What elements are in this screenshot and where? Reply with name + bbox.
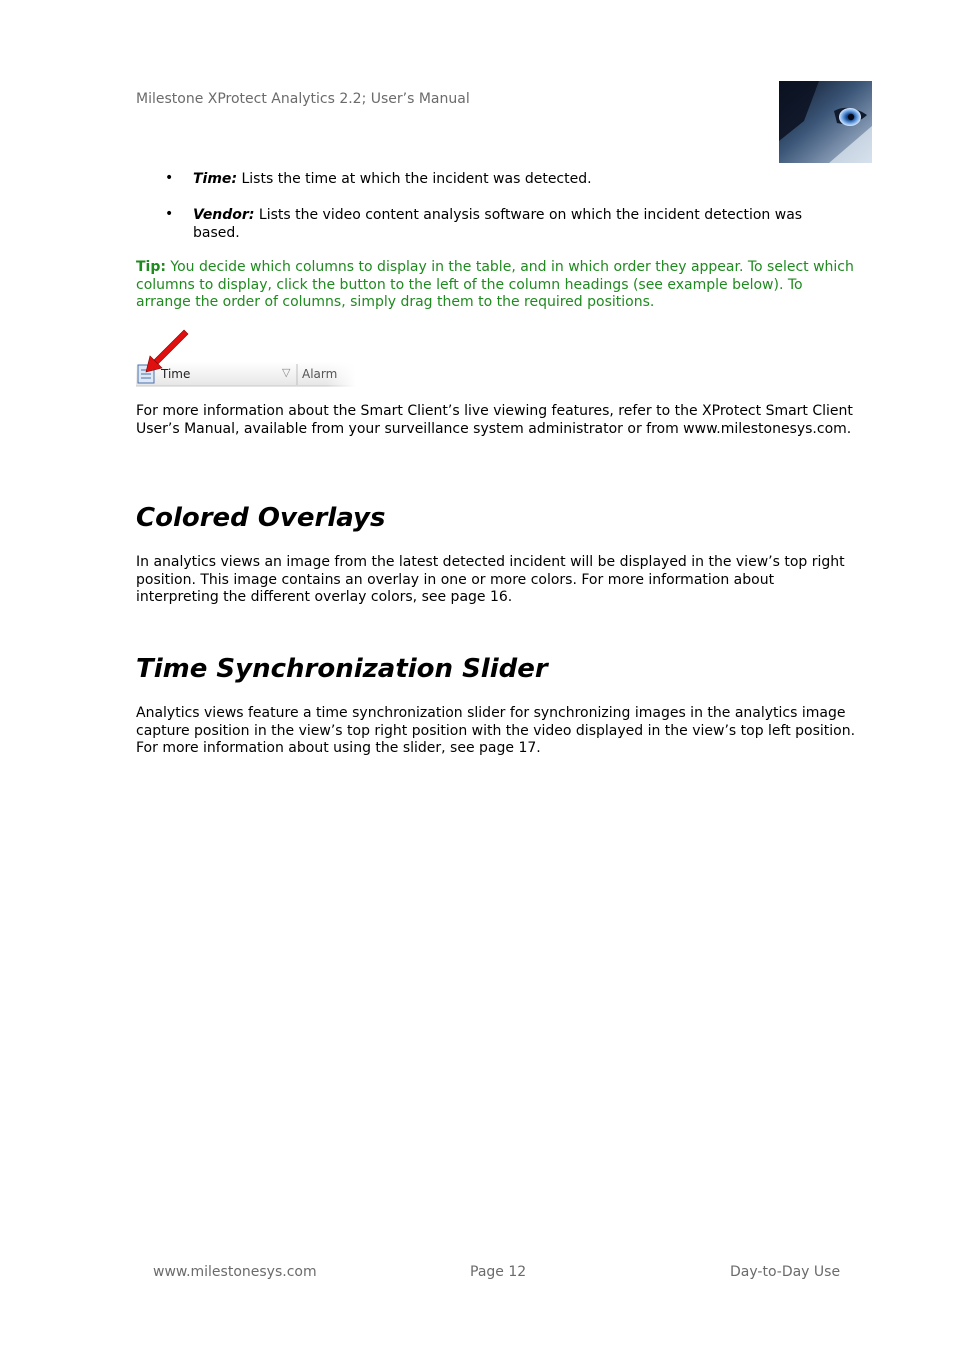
bullet-text: Lists the time at which the incident was detected.	[237, 171, 592, 187]
section-heading-time-sync-slider: Time Synchronization Slider	[136, 654, 548, 684]
wolf-logo	[779, 81, 872, 163]
sort-arrow-icon[interactable]: ▽	[282, 366, 291, 379]
bullet-dot: •	[165, 170, 174, 186]
section-heading-colored-overlays: Colored Overlays	[136, 503, 386, 533]
bullet-item-time	[193, 170, 853, 188]
bullet-term: Time	[193, 171, 232, 187]
header-title: Milestone XProtect Analytics 2.2; User’s Manual	[136, 91, 470, 107]
colored-overlays-body: In analytics views an image from the latest detected incident will be displayed in the view’s top right position. This image contains an overlay in one or more colors. For more information about interpreting the different overlay colors, see page 16.	[136, 554, 845, 605]
bullet-colon: :	[248, 207, 255, 223]
footer-website: www.milestonesys.com	[153, 1264, 317, 1280]
bullet-item-vendor	[193, 206, 833, 242]
bullet-term: Vendor	[193, 207, 249, 223]
tip-text: You decide which columns to display in the table, and in which order they appear. To select which columns to display, click the button to the left of the column headings (see example below). To arrange the order of columns, simply drag them to the required positions.	[136, 259, 854, 310]
bullet-colon: :	[231, 171, 238, 187]
footer-section: Day-to-Day Use	[730, 1264, 841, 1280]
tip-paragraph	[136, 259, 861, 312]
column-time-label[interactable]: Time	[161, 367, 191, 381]
more-info-paragraph: For more information about the Smart Client’s live viewing features, refer to the XProtect Smart Client User’s Manual, available from your surveillance system administrator or from www.milestonesys.com.	[136, 403, 853, 437]
column-alarm-label[interactable]: Alarm	[302, 367, 338, 381]
tip-label: Tip:	[136, 259, 166, 275]
footer-page-number: Page 12	[470, 1264, 527, 1280]
column-header-example	[136, 326, 356, 388]
bullet-text: Lists the video content analysis software on which the incident detection was based.	[193, 207, 803, 241]
bullet-dot: •	[165, 206, 174, 222]
time-sync-slider-body: Analytics views feature a time synchronization slider for synchronizing images in the analytics image capture position in the view’s top right position with the video displayed in the view’s top left position. For more information about using the slider, see page 17.	[136, 705, 856, 756]
